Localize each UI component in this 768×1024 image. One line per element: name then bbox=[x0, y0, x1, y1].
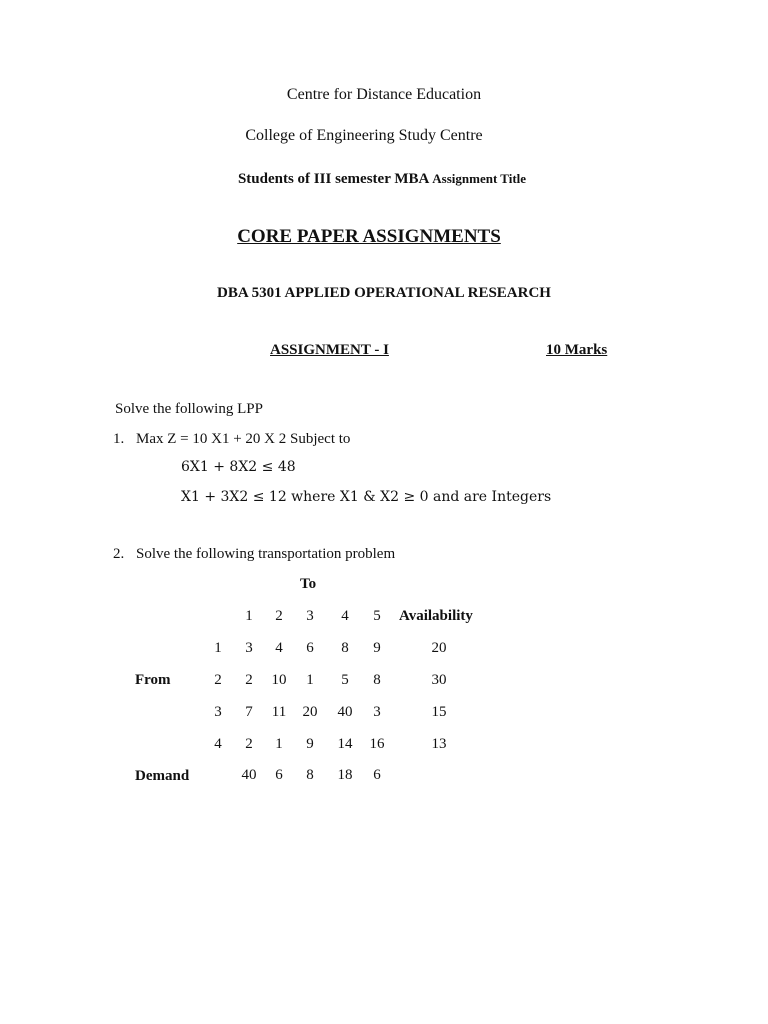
cost-cell: 11 bbox=[271, 704, 287, 720]
cost-cell: 1 bbox=[275, 736, 283, 752]
demand-cell: 8 bbox=[306, 767, 314, 783]
availability-cell: 15 bbox=[431, 704, 447, 720]
cost-cell: 4 bbox=[275, 640, 283, 656]
cost-cell: 9 bbox=[373, 640, 381, 656]
to-label: To bbox=[300, 576, 317, 592]
cost-cell: 9 bbox=[306, 736, 314, 752]
demand-cell: 6 bbox=[275, 767, 283, 783]
availability-cell: 20 bbox=[431, 640, 447, 656]
assignment-marks: 10 Marks bbox=[546, 342, 608, 358]
q1-constraint-1: 6X1 + 8X2 ≤ 48 bbox=[181, 459, 296, 475]
q1-number: 1. bbox=[113, 431, 125, 447]
student-line-small: Assignment Title bbox=[432, 171, 527, 186]
col-header: 1 bbox=[245, 608, 253, 624]
cost-cell: 3 bbox=[373, 704, 381, 720]
q1-constraint-2: X1 + 3X2 ≤ 12 where X1 & X2 ≥ 0 and are Integers bbox=[181, 489, 552, 505]
cost-cell: 40 bbox=[337, 704, 353, 720]
study-centre: College of Engineering Study Centre bbox=[245, 127, 483, 144]
cost-cell: 16 bbox=[369, 736, 385, 752]
student-line-main: Students of III semester MBA bbox=[237, 171, 429, 187]
cost-cell: 2 bbox=[245, 672, 253, 688]
cost-cell: 3 bbox=[245, 640, 253, 656]
row-label: 1 bbox=[214, 640, 222, 656]
intro-text: Solve the following LPP bbox=[115, 401, 263, 417]
course-title: DBA 5301 APPLIED OPERATIONAL RESEARCH bbox=[217, 285, 551, 301]
from-label: From bbox=[135, 672, 171, 688]
cost-cell: 10 bbox=[271, 672, 287, 688]
row-label: 3 bbox=[214, 704, 222, 720]
availability-cell: 13 bbox=[431, 736, 447, 752]
availability-cell: 30 bbox=[431, 672, 447, 688]
row-label: 4 bbox=[214, 736, 222, 752]
cost-cell: 7 bbox=[245, 704, 253, 720]
demand-cell: 18 bbox=[337, 767, 353, 783]
q2-text: Solve the following transportation problem bbox=[136, 546, 396, 562]
row-label: 2 bbox=[214, 672, 222, 688]
col-header: 3 bbox=[306, 608, 314, 624]
student-line bbox=[0, 171, 766, 188]
assignment-label: ASSIGNMENT - I bbox=[270, 342, 389, 358]
demand-cell: 40 bbox=[241, 767, 257, 783]
cost-cell: 20 bbox=[302, 704, 318, 720]
cost-cell: 8 bbox=[373, 672, 381, 688]
cost-cell: 14 bbox=[337, 736, 353, 752]
cost-cell: 2 bbox=[245, 736, 253, 752]
demand-label: Demand bbox=[135, 768, 190, 784]
cost-cell: 6 bbox=[306, 640, 314, 656]
availability-header: Availability bbox=[399, 608, 473, 624]
col-header: 2 bbox=[275, 608, 283, 624]
institution-name: Centre for Distance Education bbox=[286, 86, 482, 103]
cost-cell: 8 bbox=[341, 640, 349, 656]
cost-cell: 1 bbox=[306, 672, 314, 688]
col-header: 5 bbox=[373, 608, 381, 624]
q2-number: 2. bbox=[113, 546, 125, 562]
q1-objective: Max Z = 10 X1 + 20 X 2 Subject to bbox=[136, 431, 351, 447]
cost-cell: 5 bbox=[341, 672, 349, 688]
col-header: 4 bbox=[341, 608, 349, 624]
demand-cell: 6 bbox=[373, 767, 381, 783]
page-title: CORE PAPER ASSIGNMENTS bbox=[237, 226, 501, 247]
